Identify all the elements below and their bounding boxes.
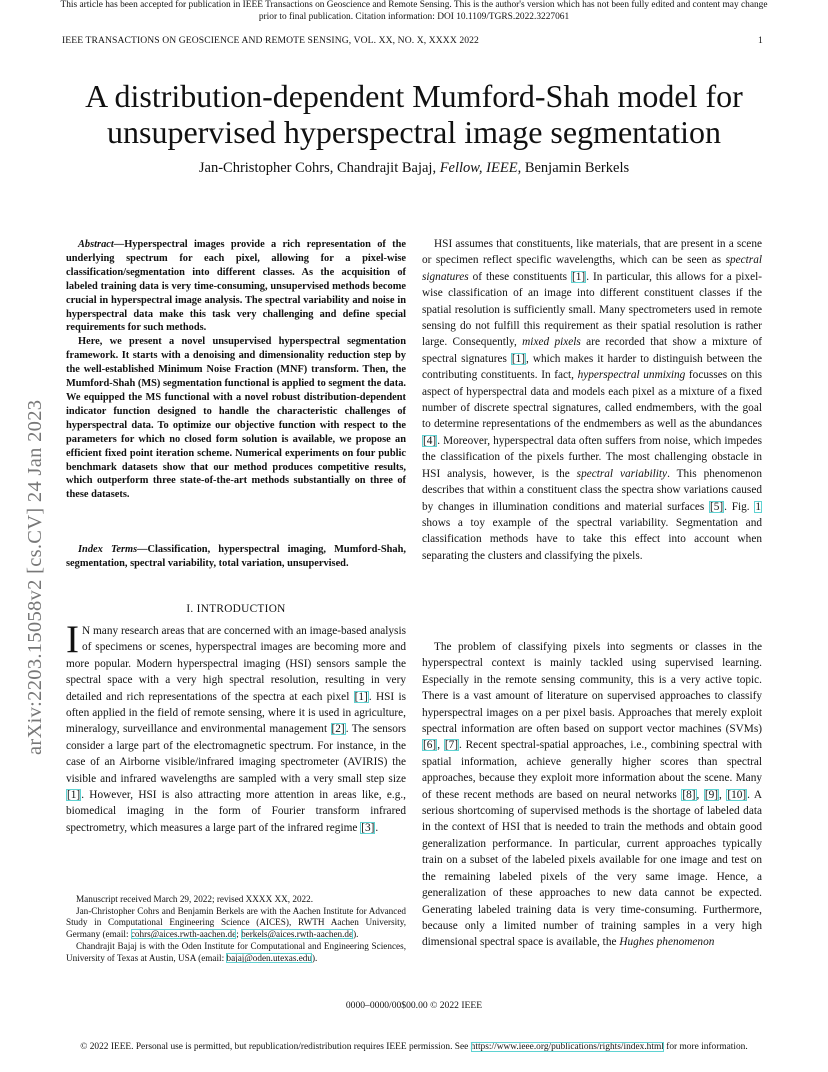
right-paragraph-1 — [422, 236, 762, 564]
text: . Fig. — [724, 500, 755, 513]
citation-link[interactable]: [2] — [331, 723, 345, 736]
text: , — [696, 788, 704, 801]
intro-text-4: . However, HSI is also attracting more attention in areas like, e.g., biomedical imaging in the form of Fourier transform infrared spectrometry, which measures a large part of the infrared regime — [66, 789, 406, 834]
intro-text-3: . The sensors consider a large part of the electromagnetic spectrum. For instance, in the case of an Airborne visible/infrared imaging spectrometer (AVIRIS) the visible and infrared wavelengths are sampled with a very small step size — [66, 723, 406, 785]
index-terms-text: —Classification, hyperspectral imaging, Mumford-Shah, segmentation, spectral variability, total variation, unsupervised. — [66, 544, 406, 569]
citation-link[interactable]: [6] — [423, 739, 437, 752]
text: are recorded that show a mixture of spectral signatures — [422, 336, 762, 365]
abstract-p1: —Hyperspectral images provide a rich representation of the underlying spectrum for each pixel, allowing for a pixel-wise classification/segmentation into different classes. As the acquisition of labeled training data is very time-consuming, unsupervised methods become crucial in hyperspectral image analysis. The spectral variability and noise in hyperspectral data make this task very challenging and define special requirements for such methods. — [66, 239, 406, 334]
citation-link[interactable]: [4] — [423, 434, 437, 447]
citation-link[interactable]: [1] — [67, 789, 81, 802]
copyright-line: 0000–0000/00$00.00 © 2022 IEEE — [345, 1000, 483, 1011]
permission-text: © 2022 IEEE. Personal use is permitted, but republication/redistribution requires IEEE permission. See — [80, 1042, 471, 1052]
authors-part2: , Benjamin Berkels — [517, 160, 630, 176]
intro-paragraph — [66, 618, 406, 836]
text: . In particular, this allows for a pixel-wise classification of an image into different constituent classes if the spatial resolution is sufficiently small. Many spectrometers used in remote sensing do not fulfill this requirement as their spatial resolution is rather large. Consequently, — [422, 270, 762, 349]
rights-link[interactable]: https://www.ieee.org/publications/rights/index.html — [470, 1042, 664, 1052]
citation-link[interactable]: [1] — [354, 690, 368, 703]
index-terms — [66, 543, 406, 571]
citation-link[interactable]: [8] — [682, 788, 696, 801]
publication-notice: This article has been accepted for publication in IEEE Transactions on Geoscience and Remote Sensing. This is the author's version which has not been fully edited and content may change prior to final publication. Citation information: DOI 10.1109/TGRS.2022.3227061 — [60, 0, 768, 22]
text: , which makes it harder to distinguish between the contributing constituents. In fact, — [422, 352, 762, 382]
abstract-p2: Here, we present a novel unsupervised hyperspectral segmentation framework. It starts with a denoising and dimensionality reduction step by the well-established Minimum Noise Fraction (MNF) transform. Then, the Mumford-Shah (MS) segmentation functional is applied to segment the data. We equipped the MS functional with a novel robust distribution-dependent indicator function designed to handle the characteristic challenges of hyperspectral data. To optimize our objective function with respect to the parameters for which no closed form solution is available, we propose an efficient fixed point iteration scheme. Numerical experiments on four public benchmark datasets show that our method produces competitive results, which outperform three state-of-the-art methods substantially on three of these datasets. — [66, 336, 407, 501]
intro-text-2: . HSI is often applied in the field of remote sensing, where it is used in agriculture, mineralogy, surveillance and environmental management — [66, 690, 406, 736]
running-header: IEEE TRANSACTIONS ON GEOSCIENCE AND REMOTE SENSING, VOL. XX, NO. X, XXXX 2022 — [62, 35, 479, 46]
permission-notice — [80, 1042, 748, 1054]
emphasis: spectral signatures — [422, 254, 762, 283]
footnote-affiliation-2 — [66, 941, 406, 964]
citation-link[interactable]: [7] — [444, 739, 459, 752]
citation-link[interactable]: [3] — [361, 821, 375, 834]
text: focusses on this aspect of hyperspectral data and models each pixel as a mixture of a fixed number of discrete spectral signatures, called endmembers, with the goal to determine representations of the endmembers as well as the abundances — [422, 369, 763, 431]
affil2-end: ). — [311, 952, 318, 963]
citation-link[interactable]: [1] — [511, 352, 526, 365]
index-terms-label: Index Terms — [78, 544, 138, 555]
abstract — [66, 238, 406, 502]
citation-link[interactable]: [1] — [572, 270, 586, 283]
section-heading: I. INTRODUCTION — [186, 603, 286, 615]
emphasis: spectral variability — [576, 467, 668, 480]
emphasis: Hughes phenomenon — [619, 936, 715, 949]
text: of these constituents — [468, 270, 571, 283]
page-number: 1 — [758, 35, 763, 46]
email-link[interactable]: bajaj@oden.utexas.edu — [226, 952, 312, 963]
email-link[interactable]: cohrs@aices.rwth-aachen.de — [130, 929, 237, 940]
authors-fellow: Fellow, IEEE — [439, 160, 518, 176]
text: , — [719, 788, 727, 801]
right-paragraph-2 — [422, 639, 762, 951]
intro-text-5: . — [375, 821, 379, 834]
arxiv-stamp: arXiv:2203.15058v2 [cs.CV] 24 Jan 2023 — [24, 399, 46, 755]
intro-text-1: many research areas that are concerned with an image-based analysis of specimens or scenes, hyperspectral images are becoming more and more popular. Modern hyperspectral imaging (HSI) sensors sample the spectral space with a very high spectral resolution, resulting in very detailed and rich representations of the spectra at each pixel — [66, 625, 406, 703]
paper-title: A distribution-dependent Mumford-Shah model for unsupervised hyperspectral image segmentation — [85, 78, 743, 150]
author-list — [40, 160, 788, 177]
drop-cap: I — [66, 618, 79, 661]
emphasis: hyperspectral unmixing — [577, 369, 686, 382]
text: , — [437, 739, 444, 752]
footnote-affiliation-1 — [66, 906, 406, 941]
text: . Recent spectral-spatial approaches, i.e., combining spectral with spatial information, achieve generally higher scores than spectral approaches, because they exploit more information about the scene. Many of these recent methods are based on neural networks — [422, 739, 763, 801]
permission-end: for more information. — [663, 1042, 748, 1052]
text: The problem of classifying pixels into segments or classes in the hyperspectral context is mainly tackled using supervised learning. Especially in the remote sensing community, this is a very active topic. There is a vast amount of literature on supervised approaches to classify hyperspectral images on a per pixel basis. Approaches that merely exploit spectral information are often based on support vector machines (SVMs) — [422, 641, 762, 736]
citation-link[interactable]: [5] — [709, 500, 724, 513]
citation-link[interactable]: [9] — [704, 788, 718, 801]
text: . This phenomenon describes that within a constituent class the spectra show variations caused by changes in illumination conditions and material surfaces — [422, 467, 762, 513]
email-link[interactable]: berkels@aices.rwth-aachen.de — [241, 929, 354, 940]
footnote-received: Manuscript received March 29, 2022; revised XXXX XX, 2022. — [76, 894, 314, 904]
text: HSI assumes that constituents, like materials, that are present in a scene or specimen reflect specific wavelengths, which can be seen as — [422, 238, 762, 267]
affil1-end: ). — [353, 929, 359, 940]
footnotes — [66, 894, 406, 964]
affil1-sep: ; — [236, 929, 242, 940]
text: . A serious shortcoming of supervised methods is the shortage of labeled data in the context of HSI that is needed to train the methods and obtain good generalization performance. In particular, current approaches typically train on a subset of the labeled pixels available for one image and test on the remaining labeled pixels of the very same image. Hence, a generalization of these approaches to new data cannot be expected. Generating labeled training data is very time-consuming. Furthermore, because only a limited number of training samples in a very high dimensional spectral space is available, the — [422, 788, 762, 949]
citation-link[interactable]: [10] — [727, 788, 747, 801]
abstract-label: Abstract — [78, 239, 114, 250]
text: . Moreover, hyperspectral data often suffers from noise, which impedes the classification of the pixels further. The most challenging obstacle in HSI analysis, however, is the — [422, 434, 762, 480]
emphasis: mixed pixels — [522, 336, 581, 349]
affil1-text: Jan-Christopher Cohrs and Benjamin Berkels are with the Aachen Institute for Advanced Study in Computational Engineering Science (AICES), RWTH Aachen University, Germany (email: — [66, 905, 406, 940]
first-word-rest: N — [82, 625, 91, 637]
text: shows a toy example of the spectral variability. Segmentation and classification methods have to take this effect into account when separating the clusters and classifying the pixels. — [422, 516, 762, 562]
authors-part1: Jan-Christopher Cohrs, Chandrajit Bajaj, — [198, 160, 440, 176]
figure-link[interactable]: 1 — [755, 500, 761, 513]
affil2-text: Chandrajit Bajaj is with the Oden Institute for Computational and Engineering Sciences, University of Texas at Austin, USA (email: — [66, 940, 406, 963]
